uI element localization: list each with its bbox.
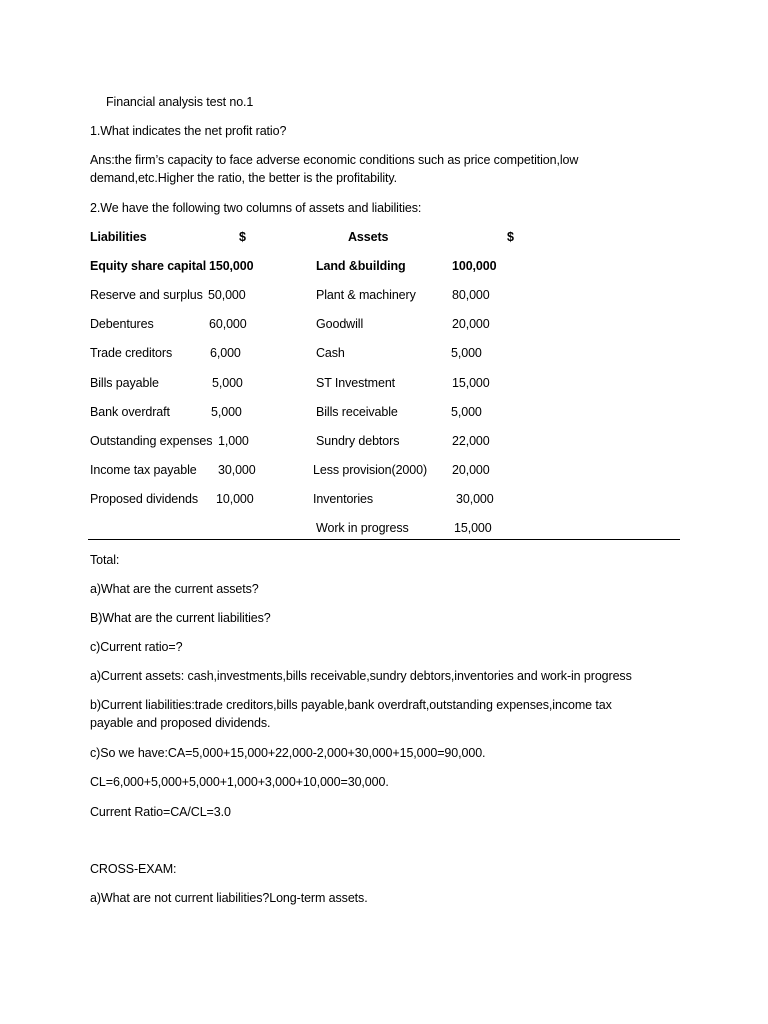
- asset-value: 20,000: [452, 317, 490, 331]
- liability-value: 5,000: [211, 405, 242, 419]
- table-divider: [88, 539, 680, 540]
- asset-value: 100,000: [452, 259, 497, 273]
- liability-label: Bills payable: [90, 376, 159, 390]
- liability-value: 10,000: [216, 492, 254, 506]
- liability-label: Outstanding expenses: [90, 434, 213, 448]
- liability-value: 6,000: [210, 346, 241, 360]
- asset-value: 15,000: [452, 376, 490, 390]
- liability-value: 150,000: [209, 259, 254, 273]
- asset-label: Work in progress: [316, 521, 409, 535]
- liability-label: Income tax payable: [90, 463, 197, 477]
- cross-exam-heading: CROSS-EXAM:: [90, 862, 177, 876]
- asset-label: Sundry debtors: [316, 434, 400, 448]
- liability-value: 1,000: [218, 434, 249, 448]
- liability-value: 60,000: [209, 317, 247, 331]
- liability-label: Proposed dividends: [90, 492, 198, 506]
- liability-label: Trade creditors: [90, 346, 173, 360]
- liabilities-header: Liabilities: [90, 230, 147, 244]
- asset-label: ST Investment: [316, 376, 396, 390]
- document-title: Financial analysis test no.1: [106, 95, 254, 109]
- answer-c-ratio: Current Ratio=CA/CL=3.0: [90, 805, 231, 819]
- total-label: Total:: [90, 553, 120, 567]
- answer-c-ca: c)So we have:CA=5,000+15,000+22,000-2,000+30,000+15,000=90,000.: [90, 746, 486, 760]
- asset-value: 20,000: [452, 463, 490, 477]
- asset-label: Land &building: [316, 259, 406, 273]
- asset-value: 80,000: [452, 288, 490, 302]
- liability-value: 5,000: [212, 376, 243, 390]
- sub-question-c: c)Current ratio=?: [90, 640, 183, 654]
- answer-1: Ans:the firm’s capacity to face adverse economic conditions such as price competition,low demand,etc.Higher the ratio, the better is the profitability.: [90, 153, 579, 185]
- liability-label: Reserve and surplus: [90, 288, 203, 302]
- asset-label: Inventories: [313, 492, 374, 506]
- asset-label: Bills receivable: [316, 405, 398, 419]
- asset-value: 30,000: [456, 492, 494, 506]
- cross-exam-question: a)What are not current liabilities?Long-term assets.: [90, 891, 368, 905]
- asset-value: 15,000: [454, 521, 492, 535]
- asset-label: Cash: [316, 346, 345, 360]
- question-1: 1.What indicates the net profit ratio?: [90, 124, 287, 138]
- asset-label: Goodwill: [316, 317, 364, 331]
- assets-currency-header: $: [507, 230, 514, 244]
- asset-value: 22,000: [452, 434, 490, 448]
- sub-question-b: B)What are the current liabilities?: [90, 611, 271, 625]
- liability-value: 30,000: [218, 463, 256, 477]
- answer-b: b)Current liabilities:trade creditors,bills payable,bank overdraft,outstanding expenses,income tax payable and proposed dividends.: [90, 698, 612, 730]
- answer-a: a)Current assets: cash,investments,bills receivable,sundry debtors,inventories and work-in progress: [90, 669, 632, 683]
- asset-label: Less provision(2000): [313, 463, 428, 477]
- liabilities-currency-header: $: [239, 230, 246, 244]
- answer-c-cl: CL=6,000+5,000+5,000+1,000+3,000+10,000=30,000.: [90, 775, 389, 789]
- sub-question-a: a)What are the current assets?: [90, 582, 259, 596]
- question-2-intro: 2.We have the following two columns of assets and liabilities:: [90, 201, 422, 215]
- liability-label: Bank overdraft: [90, 405, 170, 419]
- liability-label: Debentures: [90, 317, 154, 331]
- asset-label: Plant & machinery: [316, 288, 416, 302]
- liability-value: 50,000: [208, 288, 246, 302]
- asset-value: 5,000: [451, 405, 482, 419]
- asset-value: 5,000: [451, 346, 482, 360]
- assets-header: Assets: [348, 230, 389, 244]
- liability-label: Equity share capital: [90, 259, 207, 273]
